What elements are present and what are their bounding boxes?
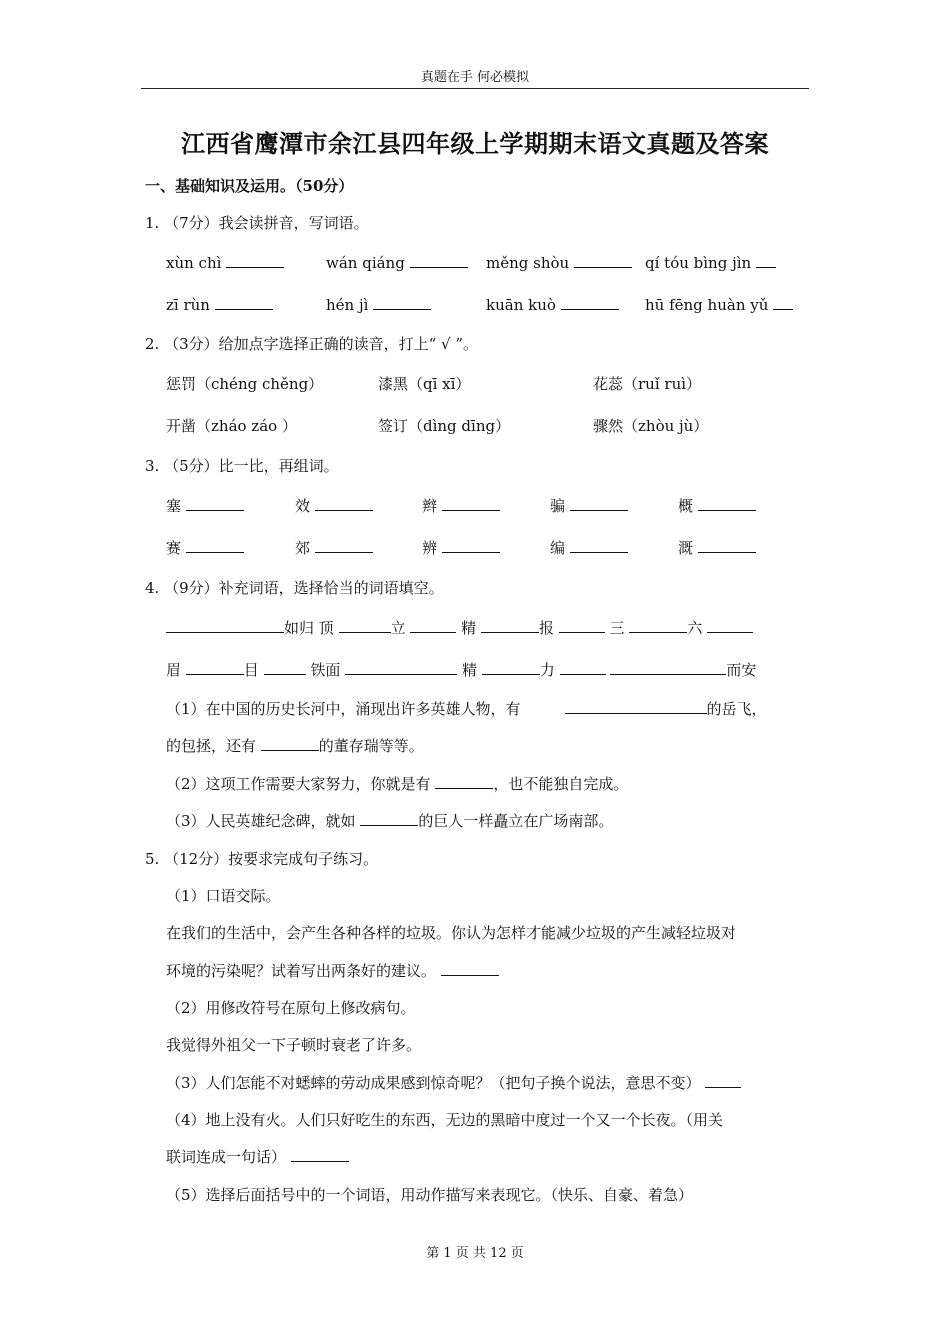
q5-part-1-text-cont: 环境的污染呢？试着写出两条好的建议。: [166, 961, 499, 981]
q4-sentence-1-cont: 的包拯，还有 的董存瑞等等。: [166, 737, 424, 755]
q2-option: 开凿（zháo záo ）: [166, 417, 297, 435]
q3-char: 概: [678, 496, 756, 516]
q5-part-3: （3）人们怎能不对蟋蟀的劳动成果感到惊奇呢？（把句子换个说法，意思不变）: [166, 1073, 741, 1093]
q2-option: 花蕊（ruǐ ruì）: [593, 375, 702, 393]
q5-part-1: （1）口语交际。: [166, 887, 281, 905]
q1-stem: 1. （7分）我会读拼音，写词语。: [145, 214, 369, 232]
q3-stem: 3. （5分）比一比，再组词。: [145, 457, 339, 475]
q5-part-5: （5）选择后面括号中的一个词语，用动作描写来表现它。（快乐、自豪、着急）: [166, 1186, 694, 1204]
q1-pinyin: xùn chì: [166, 253, 284, 273]
q3-char: 骗: [550, 496, 628, 516]
q1-pinyin: hén jì: [326, 295, 431, 315]
q1-pinyin: zī rùn: [166, 295, 273, 315]
q3-char: 编: [550, 538, 628, 558]
q4-stem: 4. （9分）补充词语，选择恰当的词语填空。: [145, 579, 444, 597]
q5-part-4: （4）地上没有火。人们只好吃生的东西，无边的黑暗中度过一个又一个长夜。（用关: [166, 1111, 724, 1129]
q3-char: 溉: [678, 538, 756, 558]
q5-part-4-cont: 联词连成一句话）: [166, 1147, 349, 1167]
q3-char: 效: [295, 496, 373, 516]
document-title: 江西省鹰潭市余江县四年级上学期期末语文真题及答案: [181, 129, 769, 158]
q5-stem: 5. （12分）按要求完成句子练习。: [145, 850, 379, 868]
q4-sentence-3: （3）人民英雄纪念碑，就如 的巨人一样矗立在广场南部。: [166, 812, 614, 830]
q1-pinyin: wán qiáng: [326, 253, 468, 273]
q3-char: 辫: [422, 496, 500, 516]
q2-option: 惩罚（chéng chěng）: [166, 375, 324, 393]
q1-pinyin: qí tóu bìng jìn: [645, 253, 776, 273]
q1-pinyin: hū fēng huàn yǔ: [645, 295, 793, 315]
q1-pinyin: měng shòu: [486, 253, 632, 273]
q2-option: 骤然（zhòu jù）: [593, 417, 709, 435]
q4-sentence-2: （2）这项工作需要大家努力，你就是有 ，也不能独自完成。: [166, 775, 629, 793]
q4-sentence-1: （1）在中国的历史长河中，涌现出许多英雄人物，有 的岳飞，: [166, 700, 767, 718]
q2-option: 签订（dìng dīng）: [378, 417, 511, 435]
q5-part-1-text: 在我们的生活中，会产生各种各样的垃圾。你认为怎样才能减少垃圾的产生减轻垃圾对: [166, 924, 737, 942]
q3-char: 赛: [166, 538, 244, 558]
q3-char: 辨: [422, 538, 500, 558]
section-1-heading: 一、基础知识及运用。（50分）: [145, 177, 354, 195]
q2-option: 漆黑（qī xī）: [378, 375, 471, 393]
q5-part-2-sentence: 我觉得外祖父一下子顿时衰老了许多。: [166, 1036, 422, 1054]
q3-char: 塞: [166, 496, 244, 516]
q4-idiom-row-1: 如归 顶 立 精 报 三 六: [166, 618, 753, 638]
q2-stem: 2. （3分）给加点字选择正确的读音，打上“ √ ”。: [145, 335, 479, 353]
q5-part-2: （2）用修改符号在原句上修改病句。: [166, 999, 416, 1017]
header-rule: [141, 88, 809, 89]
q3-char: 郊: [295, 538, 373, 558]
q4-idiom-row-2: 眉 目 铁面 精 力 而安: [166, 661, 757, 679]
page-footer: 第 1 页 共 12 页: [426, 1246, 524, 1261]
q1-pinyin: kuān kuò: [486, 295, 619, 315]
page-header: 真题在手 何必模拟: [420, 70, 530, 85]
